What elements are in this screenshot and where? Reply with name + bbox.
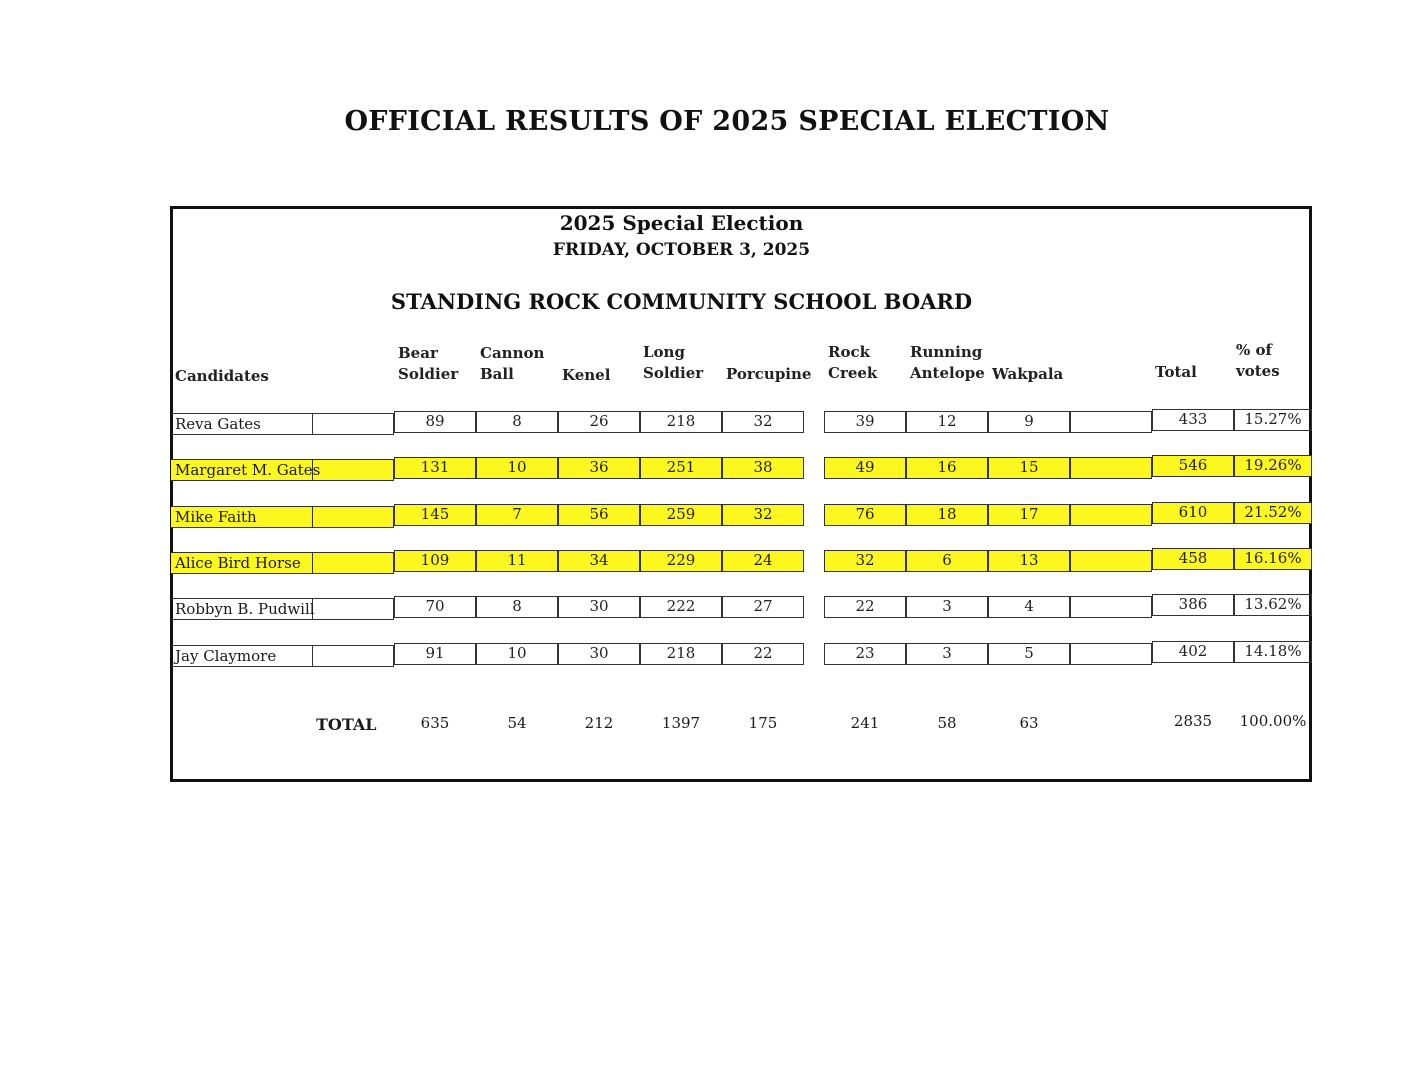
row-total-cell: 610 bbox=[1152, 502, 1234, 524]
vote-cell: 34 bbox=[558, 550, 640, 572]
vote-cell: 218 bbox=[640, 643, 722, 665]
row-pct-cell: 16.16% bbox=[1234, 548, 1312, 570]
vote-cell: 32 bbox=[722, 411, 804, 433]
vote-cell: 39 bbox=[824, 411, 906, 433]
totals-label: TOTAL bbox=[316, 715, 377, 734]
election-name: 2025 Special Election bbox=[559, 211, 804, 235]
col-wakpala: Wakpala bbox=[992, 365, 1064, 383]
col-bear-soldier: Bear Soldier bbox=[398, 344, 459, 383]
row-total-cell: 386 bbox=[1152, 594, 1234, 616]
col-cannon-ball: Cannon Ball bbox=[480, 344, 545, 383]
vote-cell: 13 bbox=[988, 550, 1070, 572]
candidate-name: Margaret M. Gates bbox=[175, 461, 321, 479]
column-total: 54 bbox=[507, 714, 527, 732]
column-total: 1397 bbox=[661, 714, 701, 732]
vote-cell: 222 bbox=[640, 596, 722, 618]
vote-cell: 23 bbox=[824, 643, 906, 665]
row-pct-cell: 13.62% bbox=[1234, 594, 1312, 616]
vote-cell: 89 bbox=[394, 411, 476, 433]
vote-cell: 30 bbox=[558, 643, 640, 665]
column-total: 241 bbox=[850, 714, 880, 732]
vote-cell: 3 bbox=[906, 596, 988, 618]
vote-cell: 76 bbox=[824, 504, 906, 526]
vote-cell: 32 bbox=[722, 504, 804, 526]
row-total-cell: 458 bbox=[1152, 548, 1234, 570]
vote-cell: 16 bbox=[906, 457, 988, 479]
grand-total: 2835 bbox=[1173, 712, 1213, 730]
row-pct-cell: 21.52% bbox=[1234, 502, 1312, 524]
candidate-name: Jay Claymore bbox=[175, 647, 277, 665]
blank-cell bbox=[1070, 411, 1152, 433]
col-pct-votes: % of votes bbox=[1236, 341, 1280, 380]
election-date: FRIDAY, OCTOBER 3, 2025 bbox=[552, 240, 811, 260]
vote-cell: 27 bbox=[722, 596, 804, 618]
candidate-name: Reva Gates bbox=[175, 415, 261, 433]
col-candidates: Candidates bbox=[175, 367, 269, 385]
board-title: STANDING ROCK COMMUNITY SCHOOL BOARD bbox=[390, 289, 973, 314]
vote-cell: 7 bbox=[476, 504, 558, 526]
vote-cell: 91 bbox=[394, 643, 476, 665]
vote-cell: 3 bbox=[906, 643, 988, 665]
vote-cell: 49 bbox=[824, 457, 906, 479]
vote-cell: 56 bbox=[558, 504, 640, 526]
vote-cell: 70 bbox=[394, 596, 476, 618]
vote-cell: 36 bbox=[558, 457, 640, 479]
page-title: OFFICIAL RESULTS OF 2025 SPECIAL ELECTION bbox=[344, 106, 1110, 137]
blank-cell bbox=[1070, 596, 1152, 618]
vote-cell: 18 bbox=[906, 504, 988, 526]
vote-cell: 251 bbox=[640, 457, 722, 479]
blank-cell bbox=[1070, 457, 1152, 479]
vote-cell: 8 bbox=[476, 596, 558, 618]
vote-cell: 259 bbox=[640, 504, 722, 526]
candidate-name: Mike Faith bbox=[175, 508, 257, 526]
candidate-name: Alice Bird Horse bbox=[175, 554, 301, 572]
column-total: 635 bbox=[420, 714, 450, 732]
row-pct-cell: 15.27% bbox=[1234, 409, 1312, 431]
vote-cell: 6 bbox=[906, 550, 988, 572]
vote-cell: 10 bbox=[476, 457, 558, 479]
vote-cell: 12 bbox=[906, 411, 988, 433]
vote-cell: 38 bbox=[722, 457, 804, 479]
vote-cell: 26 bbox=[558, 411, 640, 433]
row-total-cell: 546 bbox=[1152, 455, 1234, 477]
col-long-soldier: Long Soldier bbox=[643, 343, 704, 382]
vote-cell: 229 bbox=[640, 550, 722, 572]
row-pct-cell: 14.18% bbox=[1234, 641, 1312, 663]
col-running-antelope: Running Antelope bbox=[910, 343, 985, 382]
col-kenel: Kenel bbox=[562, 366, 611, 384]
col-total: Total bbox=[1155, 363, 1197, 381]
vote-cell: 4 bbox=[988, 596, 1070, 618]
vote-cell: 145 bbox=[394, 504, 476, 526]
row-total-cell: 402 bbox=[1152, 641, 1234, 663]
column-total: 175 bbox=[748, 714, 778, 732]
vote-cell: 22 bbox=[824, 596, 906, 618]
vote-cell: 131 bbox=[394, 457, 476, 479]
vote-cell: 109 bbox=[394, 550, 476, 572]
vote-cell: 17 bbox=[988, 504, 1070, 526]
col-rock-creek: Rock Creek bbox=[828, 343, 878, 382]
column-total: 212 bbox=[584, 714, 614, 732]
column-total: 63 bbox=[1019, 714, 1039, 732]
vote-cell: 9 bbox=[988, 411, 1070, 433]
row-total-cell: 433 bbox=[1152, 409, 1234, 431]
candidate-name: Robbyn B. Pudwill bbox=[175, 600, 315, 618]
vote-cell: 15 bbox=[988, 457, 1070, 479]
blank-cell bbox=[1070, 643, 1152, 665]
vote-cell: 24 bbox=[722, 550, 804, 572]
vote-cell: 30 bbox=[558, 596, 640, 618]
grand-total-pct: 100.00% bbox=[1239, 712, 1307, 730]
blank-cell bbox=[1070, 504, 1152, 526]
vote-cell: 11 bbox=[476, 550, 558, 572]
column-total: 58 bbox=[937, 714, 957, 732]
vote-cell: 5 bbox=[988, 643, 1070, 665]
vote-cell: 8 bbox=[476, 411, 558, 433]
row-pct-cell: 19.26% bbox=[1234, 455, 1312, 477]
vote-cell: 32 bbox=[824, 550, 906, 572]
col-porcupine: Porcupine bbox=[726, 365, 812, 383]
vote-cell: 218 bbox=[640, 411, 722, 433]
vote-cell: 10 bbox=[476, 643, 558, 665]
blank-cell bbox=[1070, 550, 1152, 572]
vote-cell: 22 bbox=[722, 643, 804, 665]
